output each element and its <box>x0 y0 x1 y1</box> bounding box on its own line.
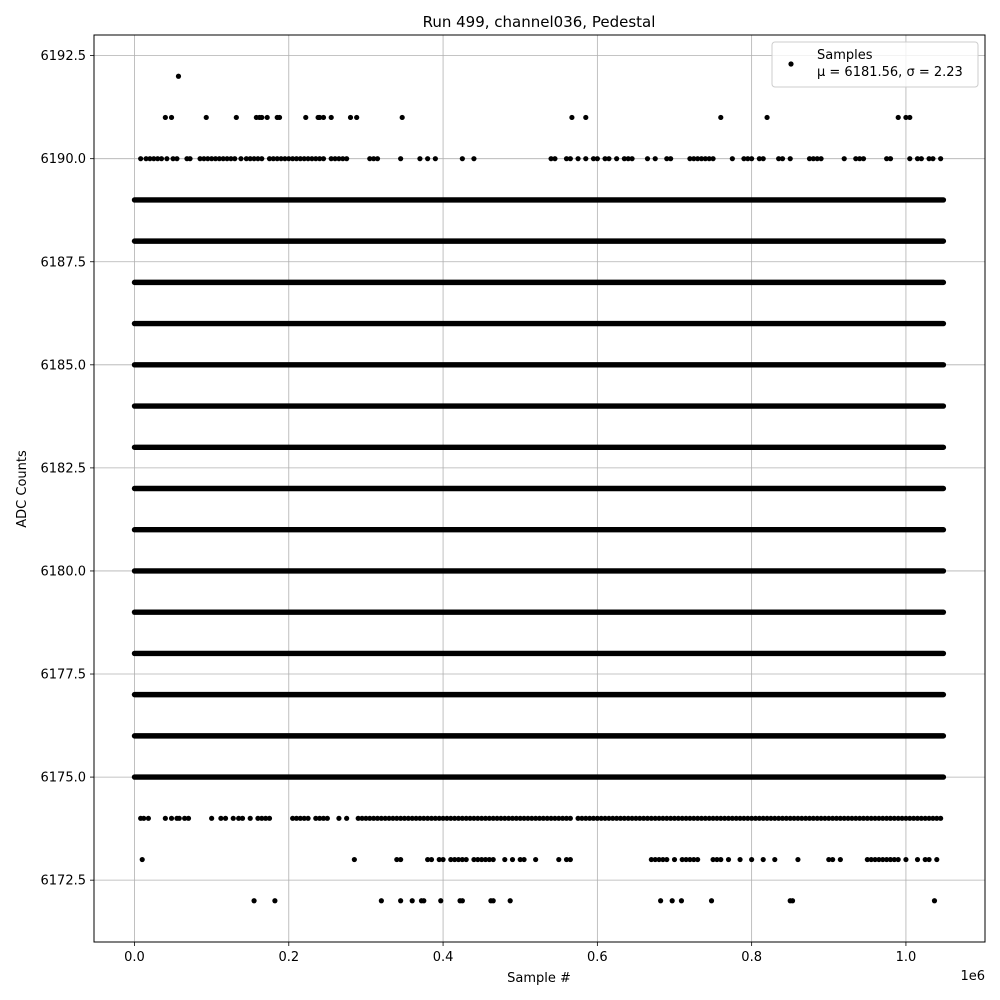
sample-point <box>234 115 239 120</box>
sample-point <box>265 115 270 120</box>
sample-point <box>204 115 209 120</box>
y-tick-label: 6180.0 <box>40 564 86 580</box>
sample-point <box>629 156 634 161</box>
sample-point <box>568 816 573 821</box>
sample-point <box>344 156 349 161</box>
sample-point <box>658 898 663 903</box>
sample-point <box>305 816 310 821</box>
y-tick-label: 6182.5 <box>40 461 86 477</box>
sample-point <box>679 898 684 903</box>
sample-point <box>491 857 496 862</box>
sample-point <box>429 857 434 862</box>
sample-point <box>174 156 179 161</box>
sample-point <box>761 857 766 862</box>
sample-point <box>164 156 169 161</box>
x-tick-label: 0.8 <box>741 950 762 965</box>
x-tick-label: 1.0 <box>895 950 917 965</box>
sample-point <box>780 156 785 161</box>
sample-point <box>552 156 557 161</box>
sample-point <box>606 156 611 161</box>
sample-point <box>670 898 675 903</box>
sample-point <box>556 857 561 862</box>
y-tick-label: 6190.0 <box>40 152 86 168</box>
chart-title: Run 499, channel036, Pedestal <box>422 13 656 31</box>
sample-point <box>903 857 908 862</box>
sample-point <box>140 857 145 862</box>
sample-point <box>830 857 835 862</box>
sample-point <box>695 857 700 862</box>
y-tick-label: 6187.5 <box>40 255 86 271</box>
sample-point <box>930 156 935 161</box>
sample-point <box>818 156 823 161</box>
sample-point <box>348 115 353 120</box>
sample-point <box>645 156 650 161</box>
sample-point <box>321 156 326 161</box>
sample-point <box>932 898 937 903</box>
sample-point <box>238 156 243 161</box>
sample-point <box>521 857 526 862</box>
sample-point <box>888 156 893 161</box>
sample-point <box>231 816 236 821</box>
sample-point <box>710 156 715 161</box>
sample-point <box>272 898 277 903</box>
sample-point <box>595 156 600 161</box>
y-tick-label: 6175.0 <box>40 770 86 786</box>
data-points <box>135 74 944 904</box>
sample-point <box>354 115 359 120</box>
x-axis-offset-label: 1e6 <box>960 969 985 984</box>
sample-point <box>425 156 430 161</box>
x-tick-label: 0.4 <box>432 950 454 965</box>
sample-point <box>352 857 357 862</box>
sample-point <box>438 898 443 903</box>
sample-point <box>163 816 168 821</box>
sample-point <box>400 115 405 120</box>
sample-point <box>919 156 924 161</box>
sample-point <box>718 857 723 862</box>
sample-point <box>379 898 384 903</box>
x-tick-label: 0.6 <box>587 950 608 965</box>
sample-point <box>398 156 403 161</box>
sample-point <box>433 156 438 161</box>
y-tick-label: 6185.0 <box>40 358 86 374</box>
sample-point <box>790 898 795 903</box>
sample-point <box>737 857 742 862</box>
sample-point <box>491 898 496 903</box>
sample-point <box>653 156 658 161</box>
sample-point <box>209 816 214 821</box>
sample-point <box>861 156 866 161</box>
sample-point <box>440 857 445 862</box>
sample-point <box>842 156 847 161</box>
sample-point <box>569 115 574 120</box>
sample-point <box>764 115 769 120</box>
sample-point <box>568 857 573 862</box>
sample-point <box>421 898 426 903</box>
sample-point <box>169 115 174 120</box>
sample-point <box>259 156 264 161</box>
x-axis-label: Sample # <box>507 971 571 986</box>
sample-point <box>223 816 228 821</box>
sample-point <box>471 156 476 161</box>
sample-point <box>575 156 580 161</box>
legend-series-label: Samples <box>817 48 873 63</box>
y-tick-label: 6172.5 <box>40 873 86 889</box>
sample-point <box>325 816 330 821</box>
sample-point <box>240 816 245 821</box>
sample-point <box>718 115 723 120</box>
sample-point <box>336 816 341 821</box>
sample-point <box>938 156 943 161</box>
sample-point <box>907 156 912 161</box>
sample-point <box>186 816 191 821</box>
sample-point <box>146 816 151 821</box>
sample-point <box>788 156 793 161</box>
sample-point <box>248 816 253 821</box>
sample-point <box>163 115 168 120</box>
sample-point <box>398 898 403 903</box>
sample-point <box>176 74 181 79</box>
legend-stats-label: μ = 6181.56, σ = 2.23 <box>817 65 963 80</box>
x-tick-label: 0.2 <box>278 950 300 965</box>
sample-point <box>502 857 507 862</box>
sample-point <box>464 857 469 862</box>
sample-point <box>664 857 669 862</box>
sample-point <box>749 156 754 161</box>
sample-point <box>460 156 465 161</box>
sample-point <box>169 816 174 821</box>
sample-point <box>672 857 677 862</box>
sample-point <box>938 816 943 821</box>
sample-point <box>344 816 349 821</box>
sample-point <box>460 898 465 903</box>
sample-point <box>187 156 192 161</box>
sample-point <box>259 115 264 120</box>
sample-point <box>795 857 800 862</box>
sample-point <box>321 115 326 120</box>
sample-point <box>138 156 143 161</box>
sample-point <box>896 115 901 120</box>
sample-point <box>907 115 912 120</box>
sample-point <box>267 816 272 821</box>
sample-point <box>329 115 334 120</box>
sample-point <box>533 857 538 862</box>
sample-point <box>915 857 920 862</box>
sample-point <box>583 115 588 120</box>
sample-point <box>510 857 515 862</box>
sample-point <box>709 898 714 903</box>
sample-point <box>410 898 415 903</box>
sample-point <box>668 156 673 161</box>
sample-point <box>934 857 939 862</box>
sample-point <box>926 857 931 862</box>
sample-point <box>251 898 256 903</box>
sample-point <box>726 857 731 862</box>
sample-point <box>232 156 237 161</box>
sample-point <box>417 156 422 161</box>
sample-point <box>141 816 146 821</box>
sample-point <box>749 857 754 862</box>
sample-point <box>772 857 777 862</box>
x-tick-label: 0.0 <box>124 950 145 965</box>
sample-point <box>761 156 766 161</box>
sample-point <box>398 857 403 862</box>
sample-point <box>218 816 223 821</box>
sample-point <box>730 156 735 161</box>
sample-point <box>583 156 588 161</box>
sample-point <box>568 156 573 161</box>
sample-point <box>508 898 513 903</box>
sample-point <box>277 115 282 120</box>
sample-point <box>614 156 619 161</box>
sample-point <box>375 156 380 161</box>
y-tick-label: 6192.5 <box>40 49 86 65</box>
sample-point <box>896 857 901 862</box>
sample-point <box>303 115 308 120</box>
sample-point <box>177 816 182 821</box>
sample-point <box>838 857 843 862</box>
legend-marker <box>788 61 793 66</box>
legend <box>772 42 978 87</box>
y-axis-label: ADC Counts <box>15 450 30 528</box>
y-tick-label: 6177.5 <box>40 667 86 683</box>
sample-point <box>159 156 164 161</box>
